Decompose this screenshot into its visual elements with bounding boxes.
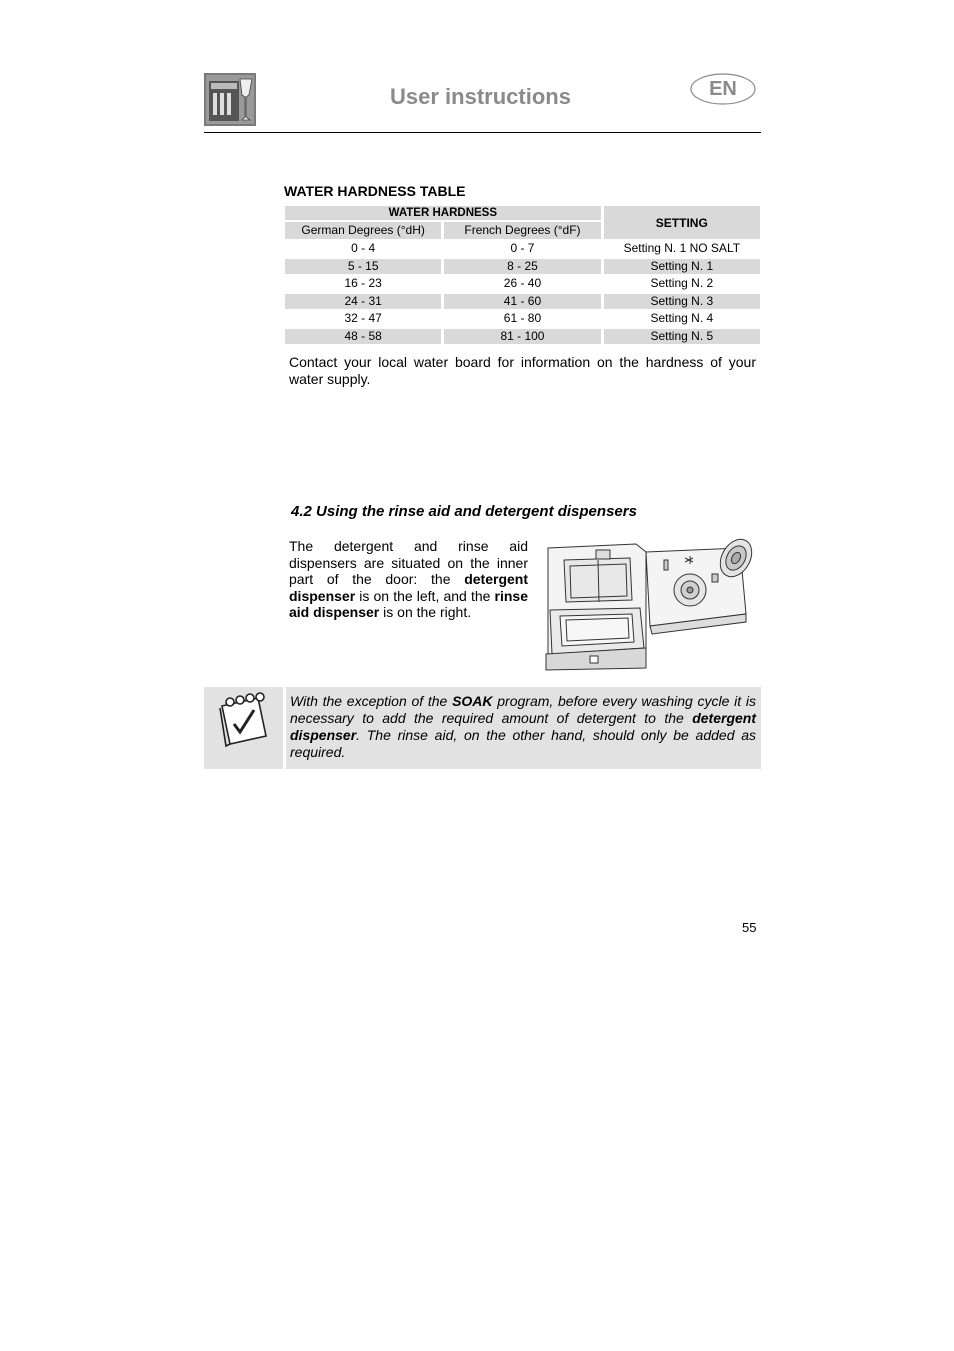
note-checklist-icon [216,692,272,750]
text-run: With the exception of the [290,693,453,709]
cell-french: 41 - 60 [444,294,600,310]
text-run: is on the left, and the [355,587,495,604]
cell-german: 48 - 58 [285,329,441,345]
header-french-degrees: French Degrees (°dF) [444,222,600,239]
table-row [285,294,760,310]
header-water-hardness: WATER HARDNESS [285,206,601,220]
cell-french: 26 - 40 [503,276,542,290]
cell-setting: Setting N. 2 [650,276,714,290]
table-row [285,276,760,292]
header-german-degrees: German Degrees (°dH) [285,222,441,239]
cell-german: 32 - 47 [344,311,382,325]
cell-french: 8 - 25 [444,259,600,275]
text-run: . The rinse aid, on the other hand, should only be added as required. [290,727,756,760]
contact-paragraph: Contact your local water board for information on the hardness of your water supply. [289,354,756,387]
page-header-title: User instructions [390,84,571,109]
header-setting: SETTING [604,206,760,239]
cell-french: 61 - 80 [503,311,542,325]
water-hardness-table [282,204,763,346]
dispensers-illustration [540,530,760,672]
text-run: The detergent and rinse aid dispensers are situated on the inner part of the door: the [289,538,528,587]
bold-detergent-dispenser: detergent dispenser [290,710,756,743]
cell-setting: Setting N. 3 [604,294,760,310]
cell-german: 5 - 15 [285,259,441,275]
cell-german: 24 - 31 [285,294,441,310]
table-title: WATER HARDNESS TABLE [284,183,466,199]
cell-setting: Setting N. 5 [604,329,760,345]
bold-detergent-dispenser: detergent dispenser [289,571,528,604]
cell-setting: Setting N. 1 [604,259,760,275]
bold-soak: SOAK [452,693,493,709]
table-row [285,329,760,345]
header-rule [204,132,761,133]
cell-german: 0 - 4 [351,241,376,255]
language-badge-label: EN [709,78,737,100]
cell-french: 81 - 100 [444,329,600,345]
table-row [285,311,760,327]
cell-setting: Setting N. 1 NO SALT [623,241,741,255]
text-run: program, before every washing cycle it is necessary to add the required amount of detergent to the [290,693,756,726]
cell-french: 0 - 7 [510,241,535,255]
dishwasher-logo-icon [204,73,256,126]
cell-german: 16 - 23 [344,276,382,290]
text-run: is on the right. [379,604,472,620]
bold-rinse-aid-dispenser: rinse aid dispenser [289,587,528,620]
cell-setting: Setting N. 4 [650,311,714,325]
dispensers-paragraph [289,538,528,621]
table-row [285,241,760,257]
page-number: 55 [742,920,757,935]
section-heading: 4.2 Using the rinse aid and detergent dispensers [291,503,637,520]
note-paragraph [290,693,756,761]
table-row [285,259,760,275]
